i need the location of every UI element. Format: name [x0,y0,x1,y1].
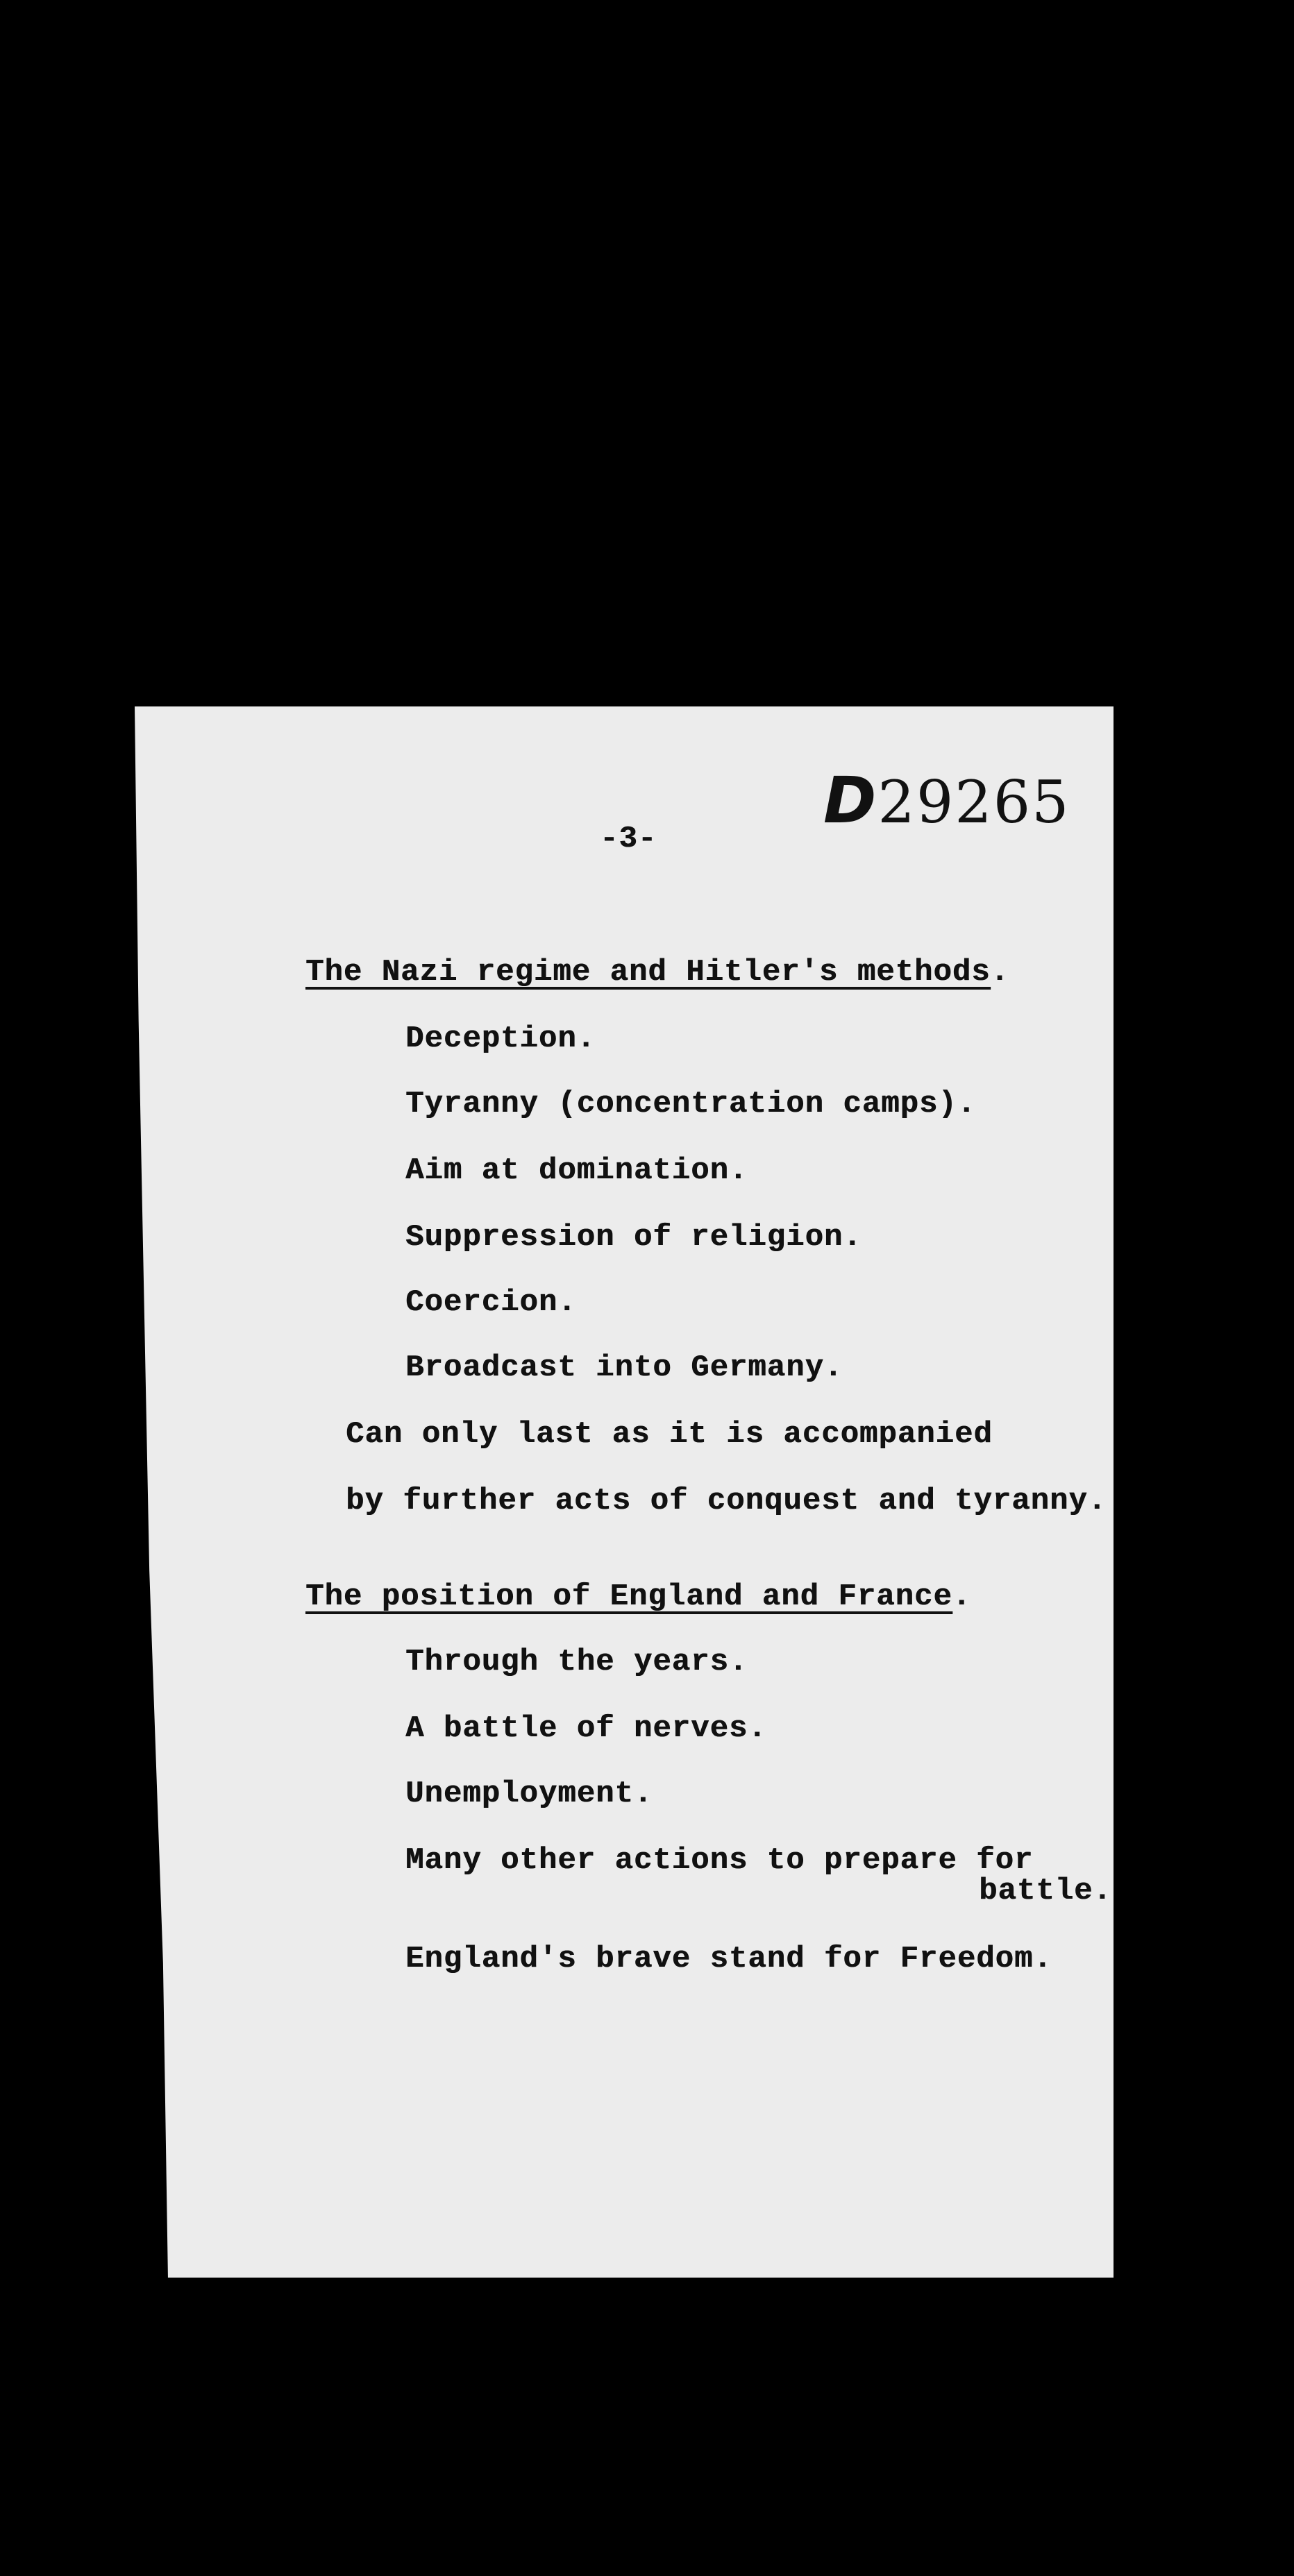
closing-line: by further acts of conquest and tyranny. [346,1484,1107,1518]
list-item: Aim at domination. [405,1153,748,1188]
page-number: -3- [600,822,657,856]
list-item: A battle of nerves. [405,1711,767,1746]
document-number-prefix: D [823,763,878,838]
list-item: Coercion. [405,1285,577,1320]
section-heading-england-france [305,1579,971,1614]
section-heading-text: The position of England and France [305,1579,952,1614]
list-item: England's brave stand for Freedom. [405,1942,1052,1976]
section-heading-nazi-regime [305,955,1009,990]
list-item: Many other actions to prepare for [405,1843,1034,1878]
document-number [823,763,1070,838]
list-item: Broadcast into Germany. [405,1350,843,1385]
list-item: Unemployment. [405,1777,653,1811]
list-item: Deception. [405,1022,596,1056]
section-heading-period: . [990,955,1009,990]
section-heading-period: . [952,1579,972,1614]
section-heading-text: The Nazi regime and Hitler's methods [305,955,991,990]
list-item: Suppression of religion. [405,1220,862,1255]
list-item-continuation: battle. [979,1874,1112,1908]
document-number-digits: 29265 [877,768,1070,836]
list-item: Through the years. [405,1645,748,1679]
closing-line: Can only last as it is accompanied [346,1417,993,1452]
list-item: Tyranny (concentration camps). [405,1087,977,1121]
